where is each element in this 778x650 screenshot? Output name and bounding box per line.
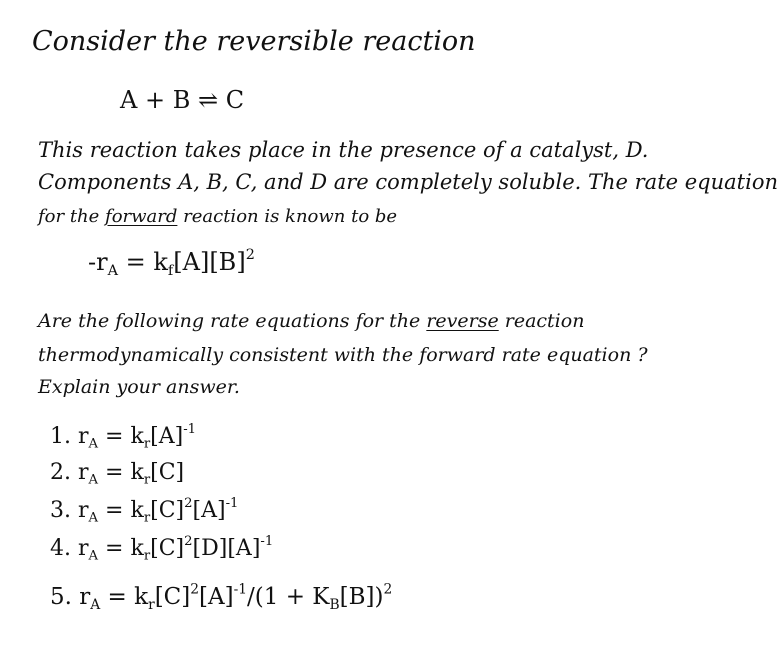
- rate-subscript: A: [88, 548, 99, 564]
- forward-rate-equation: [88, 247, 255, 280]
- exponent: -1: [183, 422, 197, 438]
- rate-symbol: r: [78, 536, 89, 561]
- rate-subscript: A: [88, 472, 99, 488]
- option-number: 4.: [50, 536, 71, 561]
- rate-constant-subscript: r: [143, 510, 151, 526]
- rate-constant-subscript: f: [167, 263, 174, 280]
- forward-word: forward: [105, 206, 178, 227]
- concentration-a: [A]: [150, 424, 184, 449]
- option-number: 3.: [50, 498, 71, 523]
- option-4: [50, 534, 274, 564]
- reaction-reactants: A + B: [120, 86, 191, 114]
- equals-sign: =: [98, 460, 131, 485]
- option-number: 5.: [50, 584, 72, 610]
- rate-subscript: A: [107, 263, 118, 280]
- page-title: Consider the reversible reaction: [32, 26, 476, 57]
- reverse-word: reverse: [426, 310, 499, 332]
- description-line-2: Components A, B, C, and D are completely soluble. The rate equation: [38, 170, 778, 194]
- rate-subscript: A: [88, 436, 99, 452]
- equilibrium-arrow-icon: ⇌: [197, 86, 219, 114]
- rate-constant: k: [130, 498, 144, 523]
- concentration-c: [C]: [150, 498, 185, 523]
- rate-constant: k: [130, 536, 144, 561]
- equals-sign: =: [98, 536, 131, 561]
- concentration-c: [C]: [150, 460, 185, 485]
- exponent: -1: [260, 534, 274, 550]
- rate-constant: k: [130, 424, 144, 449]
- equilibrium-constant-subscript: B: [329, 596, 340, 613]
- description-line-1: This reaction takes place in the presence of a catalyst, D.: [38, 138, 649, 162]
- concentration-a: [A]: [199, 584, 234, 610]
- question-line-3: Explain your answer.: [38, 376, 240, 398]
- rate-constant-subscript: r: [148, 596, 155, 613]
- rate-symbol: r: [78, 498, 89, 523]
- rate-constant: k: [130, 460, 144, 485]
- rate-constant: k: [134, 584, 149, 610]
- equals-sign: =: [98, 424, 131, 449]
- rate-constant-subscript: r: [143, 548, 151, 564]
- rate-symbol: r: [79, 584, 91, 610]
- rate-symbol: r: [96, 248, 108, 276]
- denominator-open: (1 + K: [254, 584, 330, 610]
- equals-sign: =: [118, 248, 154, 276]
- option-number: 1.: [50, 424, 71, 449]
- option-number: 2.: [50, 460, 71, 485]
- exponent: 2: [245, 247, 255, 264]
- exponent: 2: [184, 534, 193, 550]
- equals-sign: =: [100, 584, 135, 610]
- option-5: [50, 581, 393, 613]
- concentration-c: [C]: [154, 584, 191, 610]
- rate-symbol: r: [78, 424, 89, 449]
- rate-subscript: A: [88, 510, 99, 526]
- reaction-equation: [120, 88, 244, 112]
- division-slash: /: [247, 584, 255, 610]
- concentration-b: [B]: [209, 248, 246, 276]
- rate-symbol: r: [78, 460, 89, 485]
- reaction-product: C: [225, 86, 245, 114]
- equals-sign: =: [98, 498, 131, 523]
- exponent: -1: [233, 581, 248, 598]
- rate-subscript: A: [90, 596, 101, 613]
- rate-constant-subscript: r: [143, 436, 151, 452]
- minus-sign: -: [88, 248, 97, 276]
- concentration-a: [A]: [192, 498, 226, 523]
- concentration-c: [C]: [150, 536, 185, 561]
- concentration-d: [D]: [192, 536, 228, 561]
- rate-constant: k: [153, 248, 168, 276]
- exponent: 2: [383, 581, 393, 598]
- exponent: 2: [184, 496, 193, 512]
- question-line-1: [38, 312, 584, 331]
- description-line-3: [38, 208, 397, 226]
- concentration-a: [A]: [173, 248, 210, 276]
- question-line-1-end: reaction: [498, 310, 585, 332]
- question-line-1-start: Are the following rate equations for the: [38, 310, 427, 332]
- concentration-a: [A]: [227, 536, 261, 561]
- description-line-3-end: reaction is known to be: [177, 206, 398, 227]
- option-3: [50, 496, 239, 526]
- denominator-close: [B]): [339, 584, 384, 610]
- rate-constant-subscript: r: [143, 472, 151, 488]
- option-1: [50, 422, 197, 452]
- exponent: 2: [190, 581, 200, 598]
- question-line-2: thermodynamically consistent with the forward rate equation ?: [38, 344, 648, 366]
- option-2: [50, 460, 185, 488]
- exponent: -1: [225, 496, 239, 512]
- description-line-3-start: for the: [38, 206, 106, 227]
